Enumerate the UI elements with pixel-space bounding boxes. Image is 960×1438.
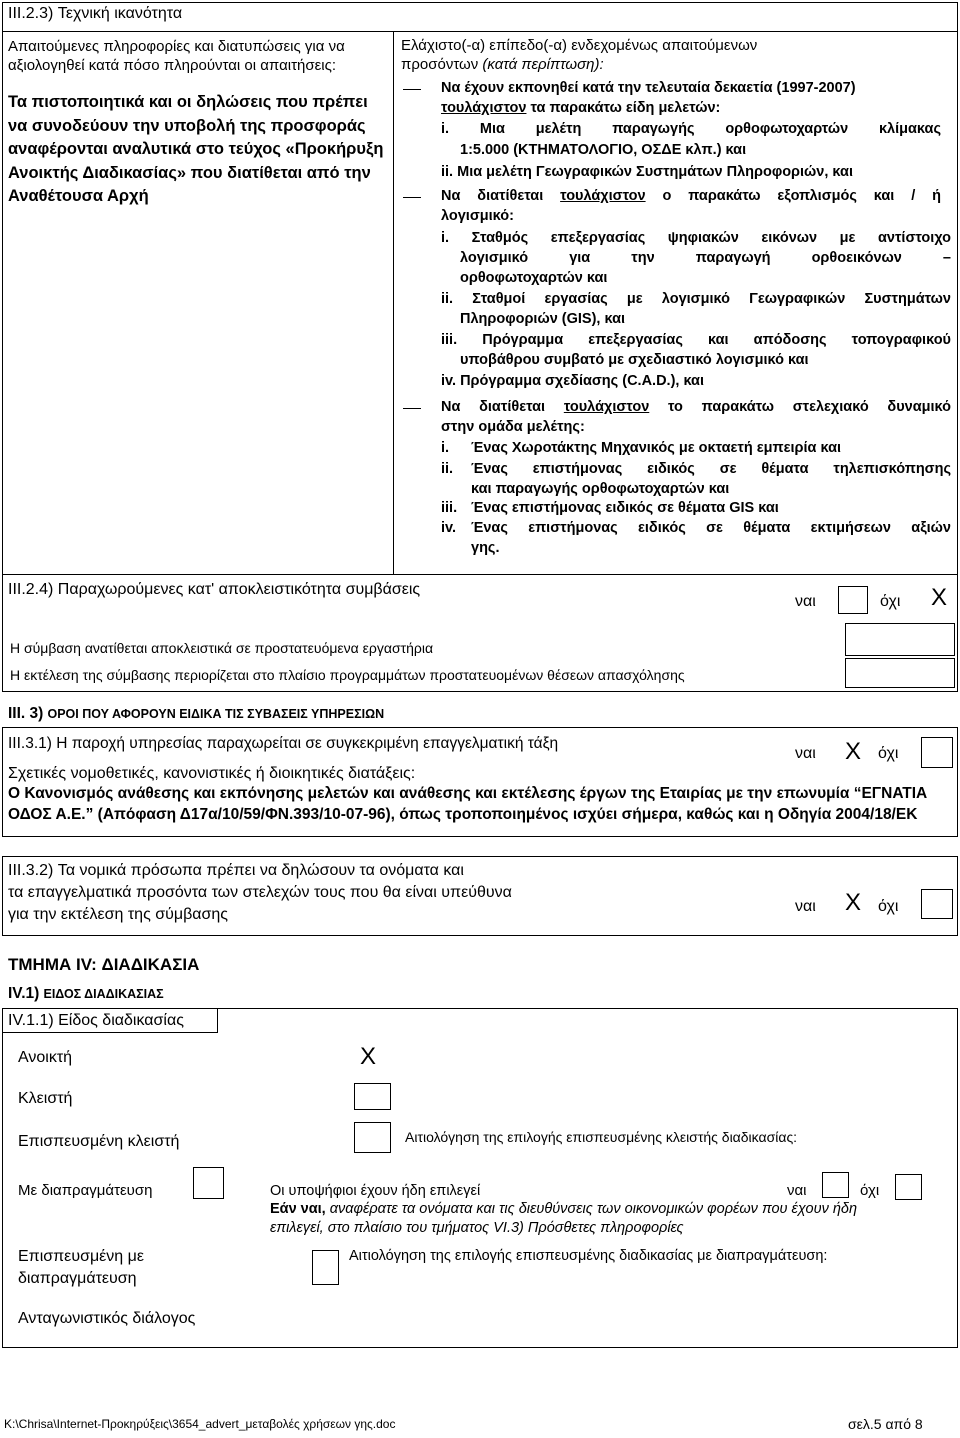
- competitive-label: Ανταγωνιστικός διάλογος: [18, 1310, 196, 1327]
- b3-post: το παρακάτω στελεχιακό δυναμικό: [649, 399, 951, 415]
- b2-underlined: τουλάχιστον: [560, 188, 646, 204]
- if-yes-text: [270, 1200, 890, 1238]
- open-label: Ανοικτή: [18, 1049, 73, 1066]
- s324-no-checkbox[interactable]: X: [922, 586, 956, 616]
- s324-line2-checkbox[interactable]: [845, 658, 955, 688]
- acc-negotiated-line1: Επισπευσμένη με: [18, 1248, 144, 1265]
- b1-ii: ii. Μια μελέτη Γεωγραφικών Συστημάτων Πληροφοριών, και: [441, 164, 853, 180]
- s324-line2: Η εκτέλεση της σύμβασης περιορίζεται στο πλαίσιο προγραμμάτων προστατευομένων θέσεων απασχόλησης: [10, 667, 685, 683]
- b3-iii-num: iii.: [441, 500, 458, 516]
- negotiated-checkbox[interactable]: [193, 1167, 224, 1199]
- s332-no-label: όχι: [878, 898, 899, 915]
- restricted-checkbox[interactable]: [354, 1083, 391, 1110]
- s332-line3: για την εκτέλεση της σύμβασης: [8, 906, 229, 923]
- s324-line1-checkbox[interactable]: [845, 623, 955, 656]
- s324-line1: Η σύμβαση ανατίθεται αποκλειστικά σε προστατευόμενα εργαστήρια: [10, 640, 434, 656]
- footer-page: [848, 1416, 923, 1432]
- footer-path: K:\Chrisa\Internet-Προκηρύξεις\3654_advert_μεταβολές χρήσεων γης.doc: [4, 1417, 396, 1431]
- footer-page-of: από: [881, 1416, 915, 1432]
- s331-yes-label: ναι: [795, 745, 816, 762]
- acc-restricted-label: Επισπευσμένη κλειστή: [18, 1133, 180, 1150]
- already-selected-no: όχι: [860, 1182, 880, 1199]
- section-3-3-heading: [8, 705, 384, 723]
- if-yes-bold: Εάν ναι,: [270, 1201, 326, 1217]
- already-selected-label: Οι υποψήφιοι έχουν ήδη επιλεγεί: [270, 1183, 481, 1199]
- restricted-label: Κλειστή: [18, 1090, 73, 1107]
- b2-post: ο παρακάτω εξοπλισμός και / ή: [645, 188, 941, 204]
- s331-sub: Σχετικές νομοθετικές, κανονιστικές ή διοικητικές διατάξεις:: [8, 765, 416, 782]
- s332-line2: τα επαγγελματικά προσόντα των στελεχών τους που θα είναι υπεύθυνα: [8, 884, 512, 901]
- b2-ii-b: Πληροφοριών (GIS), και: [460, 311, 626, 327]
- b2-i-c: ορθοφωτοχαρτών και: [460, 270, 608, 286]
- s331-no-label: όχι: [878, 745, 899, 762]
- acc-negotiated-checkbox[interactable]: [312, 1250, 339, 1285]
- left-info-text: Απαιτούμενες πληροφορίες και διατυπώσεις για να αξιολογηθεί κατά πόσο πληρούνται οι απαιτήσεις:: [8, 38, 345, 74]
- b1-line1: Να έχουν εκπονηθεί κατά την τελευταία δεκαετία (1997-2007): [441, 80, 856, 96]
- s331-bold: Ο Κανονισμός ανάθεσης και εκπόνησης μελετών και ανάθεσης και εκτέλεσης έργων της Εταιρίας με την επωνυμία “ΕΓΝΑΤΙΑ ΟΔΟΣ Α.Ε.” (Απόφαση Δ17α/10/59/ΦΝ.393/10-07-96), όπως τροποποιημένος ισχύει σήμερα, καθώς και η Οδηγία 2004/18/ΕΚ: [8, 785, 928, 823]
- b3-iv-num: iv.: [441, 520, 457, 536]
- b1-i-b: 1:5.000 (ΚΤΗΜΑΤΟΛΟΓΙΟ, ΟΣΔΕ κλπ.) και: [460, 142, 747, 158]
- b1-rest: τα παρακάτω είδη μελετών:: [526, 100, 721, 116]
- s332-yes-checkbox[interactable]: X: [836, 891, 870, 921]
- b3-iv-a: Ένας επιστήμονας ειδικός σε θέματα εκτιμήσεων αξιών: [471, 520, 951, 536]
- right-intro: [401, 36, 821, 74]
- b2-pre: Να διατίθεται: [441, 188, 561, 204]
- negotiated-label: Με διαπραγμάτευση: [18, 1182, 153, 1199]
- s411-heading: IV.1.1) Είδος διαδικασίας: [8, 1012, 184, 1029]
- b3-ii-b: και παραγωγής ορθοφωτοχαρτών και: [471, 481, 730, 497]
- right-intro-text: Ελάχιστο(-α) επίπεδο(-α) ενδεχομένως απαιτούμενων προσόντων: [401, 37, 758, 73]
- b2-line2: λογισμικό:: [441, 208, 514, 224]
- s331-question: III.3.1) Η παροχή υπηρεσίας παραχωρείται σε συγκεκριμένη επαγγελματική τάξη: [8, 735, 559, 752]
- s41-small: ΕΙΔΟΣ ΔΙΑΔΙΚΑΣΙΑΣ: [43, 987, 164, 1001]
- s332-no-checkbox[interactable]: [921, 889, 953, 919]
- dash-2: [403, 197, 421, 198]
- acc-negotiated-line2: διαπραγμάτευση: [18, 1270, 137, 1287]
- acc-negotiated-reason: Αιτιολόγηση της επιλογής επισπευσμένης διαδικασίας με διαπραγμάτευση:: [349, 1248, 828, 1264]
- acc-restricted-checkbox[interactable]: [354, 1122, 391, 1153]
- already-selected-yes: ναι: [787, 1182, 807, 1199]
- s331-yes-checkbox[interactable]: X: [836, 740, 870, 770]
- b2-line1: [441, 187, 941, 206]
- section-4-1-1-frame: [2, 1008, 958, 1348]
- b3-ii-num: ii.: [441, 461, 454, 477]
- b3-underlined: τουλάχιστον: [563, 399, 650, 415]
- open-checkbox[interactable]: X: [345, 1041, 391, 1073]
- b3-line1: [441, 398, 951, 417]
- b2-iv: iv. Πρόγραμμα σχεδίασης (C.A.D.), και: [441, 373, 704, 389]
- s332-yes-label: ναι: [795, 898, 816, 915]
- b3-ii-a: Ένας επιστήμονας ειδικός σε θέματα τηλεπισκόπησης: [471, 461, 951, 477]
- b1-underlined: τουλάχιστον: [441, 100, 527, 116]
- b2-i-a: i. Σταθμός επεξεργασίας ψηφιακών εικόνων με αντίστοιχο: [441, 230, 951, 246]
- section-3-2-3-heading: III.2.3) Τεχνική ικανότητα: [8, 5, 183, 22]
- left-bold-text: Τα πιστοποιητικά και οι δηλώσεις που πρέπει να συνοδεύουν την υποβολή της προσφοράς αναφέρονται αναλυτικά στο τεύχος «Προκήρυξη Ανοικτής Διαδικασίας» που διατίθεται από την Αναθέτουσα Αρχή: [8, 93, 384, 206]
- dash-1: [403, 89, 421, 90]
- s324-no-label: όχι: [880, 593, 901, 610]
- s324-yes-checkbox[interactable]: [838, 586, 868, 614]
- b2-ii-a: ii. Σταθμοί εργασίας με λογισμικό Γεωγραφικών Συστημάτων: [441, 291, 951, 307]
- section-4-1-heading: [8, 985, 164, 1003]
- s331-no-checkbox[interactable]: [921, 737, 953, 768]
- s33-heading-small: ΟΡΟΙ ΠΟΥ ΑΦΟΡΟΥΝ ΕΙΔΙΚΑ ΤΙΣ ΣΥΒΑΣΕΙΣ ΥΠΗΡΕΣΙΩΝ: [47, 707, 385, 721]
- section-3-2-4-heading: III.2.4) Παραχωρούμενες κατ' αποκλειστικότητα συμβάσεις: [8, 581, 421, 598]
- b1-i-a: i. Μια μελέτη παραγωγής ορθοφωτοχαρτών κλίμακας: [441, 121, 941, 137]
- s324-yes-label: ναι: [795, 593, 816, 610]
- already-selected-no-checkbox[interactable]: [895, 1174, 922, 1200]
- b2-i-b: λογισμικό για την παραγωγή ορθοεικόνων –: [460, 250, 951, 266]
- b2-iii-a: iii. Πρόγραμμα επεξεργασίας και απόδοσης τοπογραφικού: [441, 332, 951, 348]
- b1-line2: [441, 99, 720, 118]
- section-4-title: ΤΜΗΜΑ IV: ΔΙΑΔΙΚΑΣΙΑ: [8, 955, 200, 974]
- b3-iv-b: γης.: [471, 540, 500, 556]
- b3-pre: Να διατίθεται: [441, 399, 564, 415]
- s33-heading-big: III. 3): [8, 705, 44, 722]
- b3-line2: στην ομάδα μελέτης:: [441, 419, 585, 435]
- already-selected-yes-checkbox[interactable]: [822, 1172, 849, 1198]
- dash-3: [403, 408, 421, 409]
- b2-iii-b: υποβάθρου συμβατό με σχεδιαστικό λογισμικό και: [460, 352, 809, 368]
- acc-restricted-reason: Αιτιολόγηση της επιλογής επισπευσμένης κλειστής διαδικασίας:: [405, 1129, 798, 1145]
- b3-i: Ένας Χωροτάκτης Μηχανικός με οκταετή εμπειρία και: [471, 440, 842, 456]
- footer-page-number: 5: [873, 1416, 882, 1432]
- right-intro-italic: (κατά περίπτωση):: [482, 56, 604, 73]
- s41-big: IV.1): [8, 985, 40, 1002]
- if-yes-rest: αναφέρατε τα ονόματα και τις διευθύνσεις των οικονομικών φορέων που έχουν ήδη επιλεγεί, στο πλαίσιο του τμήματος VI.3) Πρόσθετες πληροφορίες: [270, 1201, 858, 1236]
- s332-line1: III.3.2) Τα νομικά πρόσωπα πρέπει να δηλώσουν τα ονόματα και: [8, 862, 464, 879]
- b3-i-num: i.: [441, 440, 450, 456]
- footer-page-label: σελ.: [848, 1416, 874, 1432]
- footer-page-total: 8: [914, 1416, 923, 1432]
- b3-iii: Ένας επιστήμονας ειδικός σε θέματα GIS και: [471, 500, 779, 516]
